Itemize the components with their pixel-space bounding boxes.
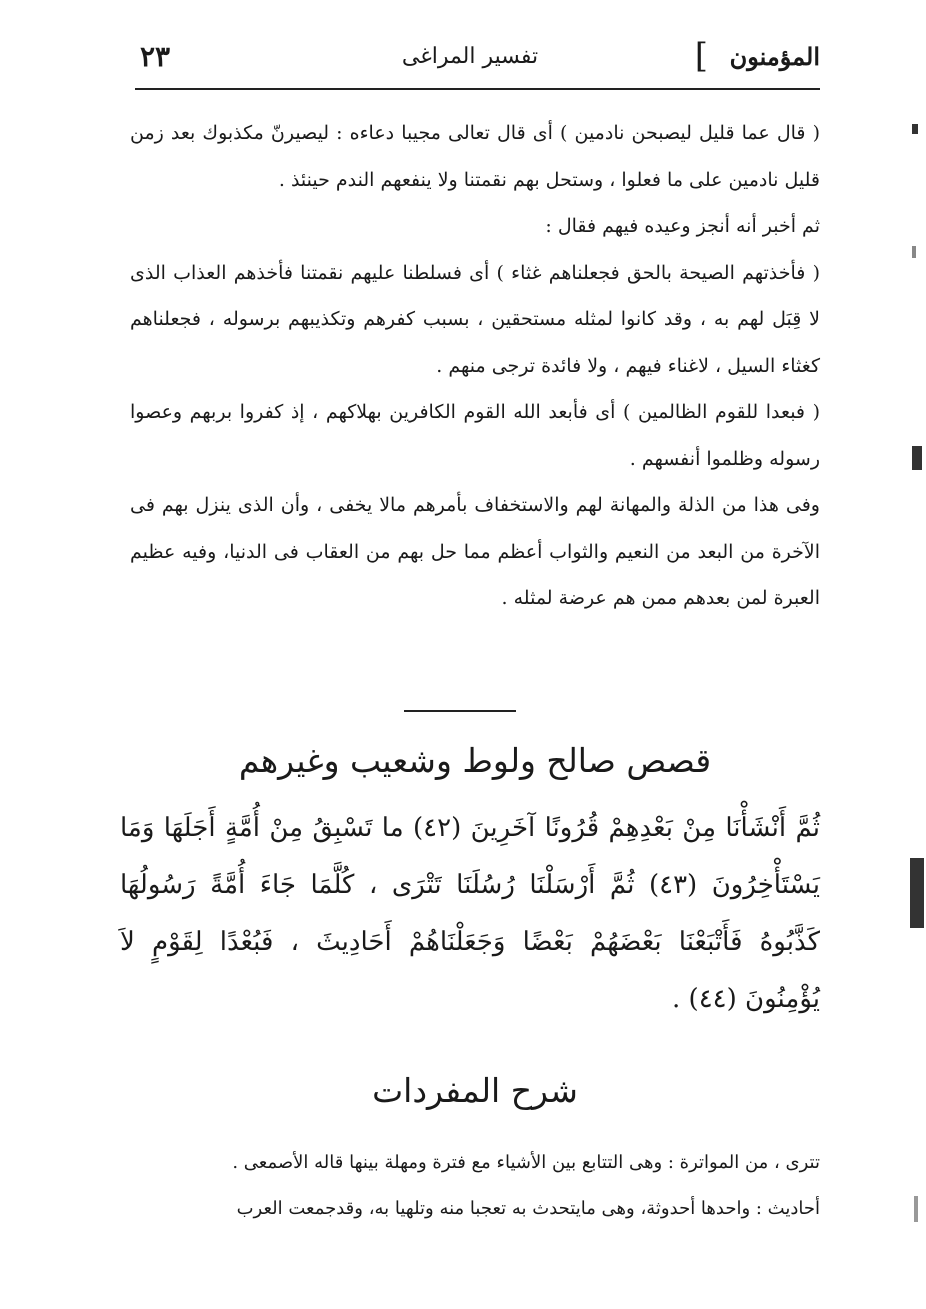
section-divider [404, 710, 516, 712]
quran-verses [120, 800, 820, 1028]
commentary-paragraph: ( فبعدا للقوم الظالمين ) أى فأبعد الله القوم الكافرين بهلاكهم ، إذ كفروا بربهم وعصوا رسوله وظلموا أنفسهم . [130, 401, 820, 470]
book-title: تفسير المراغى [401, 44, 539, 69]
page-number: ٢٣ [140, 40, 171, 73]
commentary-paragraph: وفى هذا من الذلة والمهانة لهم والاستخفاف بأمرهم مالا يخفى ، وأن الذى ينزل بهم فى الآخرة من البعد من النعيم والثواب أعظم مما حل بهم من العقاب فى الدنيا، وفيه عظيم العبرة لمن بعدهم ممن هم عرضة لمثله . [130, 494, 820, 609]
scan-speck [914, 1196, 918, 1222]
section-title: قصص صالح ولوط وشعيب وغيرهم [238, 741, 712, 780]
commentary-paragraph: ( قال عما قليل ليصبحن نادمين ) أى قال تعالى مجيبا دعاءه : ليصيرنّ مكذبوك بعد زمن قليل نادمين على ما فعلوا ، وستحل بهم نقمتنا ولا ينفعهم الندم حينئذ . [130, 122, 820, 191]
scan-speck [912, 124, 918, 134]
verse-text: ثُمَّ أَنْشَأْنَا مِنْ بَعْدِهِمْ قُرُونًا آخَرِينَ (٤٢) ما تَسْبِقُ مِنْ أُمَّةٍ أَجَلَهَا وَمَا يَسْتَأْخِرُونَ (٤٣) ثُمَّ أَرْسَلْنَا رُسُلَنَا تَتْرَى ، كُلَّمَا جَاءَ أُمَّةً رَسُولُهَا كَذَّبُوهُ فَأَتْبَعْنَا بَعْضَهُمْ بَعْضًا وَجَعَلْنَاهُمْ أَحَادِيثَ ، فَبُعْدًا لِقَوْمٍ لاَ يُؤْمِنُونَ (٤٤) . [120, 813, 821, 1014]
glossary-title: شرح المفردات [372, 1071, 578, 1110]
glossary-block [130, 1140, 820, 1232]
scan-speck [912, 246, 916, 258]
glossary-entry: تترى ، من المواترة : وهى التتابع بين الأشياء مع فترة ومهلة بينها قاله الأصمعى . [232, 1152, 820, 1173]
scan-speck [910, 858, 924, 928]
sura-name: المؤمنون [729, 42, 820, 71]
commentary-paragraph: ( فأخذتهم الصيحة بالحق فجعلناهم غثاء ) أى فسلطنا عليهم نقمتنا فأخذهم العذاب الذى لا قِبَل لهم به ، وقد كانوا لمثله مستحقين ، بسبب كفرهم وتكذيبهم برسوله ، فجعلناهم كغثاء السيل ، لاغناء فيهم ، ولا فائدة ترجى منهم . [130, 261, 820, 377]
running-header [120, 38, 820, 88]
commentary-block [130, 110, 820, 622]
header-bracket: ] [694, 36, 708, 76]
scan-speck [912, 446, 922, 470]
commentary-paragraph: ثم أخبر أنه أنجز وعيده فيهم فقال : [545, 215, 820, 237]
header-divider [135, 88, 820, 90]
glossary-entry: أحاديث : واحدها أحدوثة، وهى مايتحدث به تعجبا منه وتلهيا به، وقدجمعت العرب [236, 1198, 820, 1219]
